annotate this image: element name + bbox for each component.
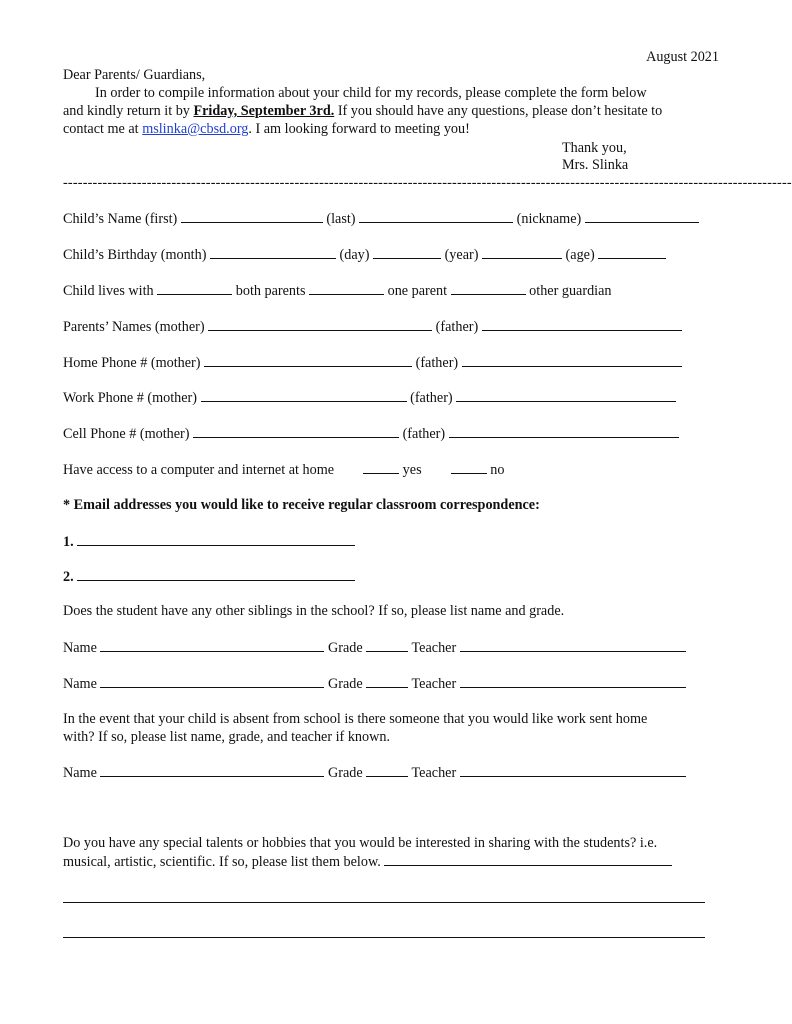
- label-father-name: (father): [435, 319, 479, 335]
- talents-field-inline[interactable]: [384, 852, 672, 866]
- label-absence-name: Name: [63, 765, 97, 781]
- birthday-year-field[interactable]: [482, 245, 562, 259]
- sibling-2-grade-field[interactable]: [366, 674, 408, 688]
- label-work-phone-father: (father): [410, 390, 453, 406]
- label-work-phone-mother: Work Phone # (mother): [63, 390, 198, 406]
- label-yes: yes: [402, 462, 422, 478]
- closing-thanks: Thank you,: [562, 140, 627, 156]
- cell-phone-mother-field[interactable]: [193, 424, 399, 438]
- work-phone-father-field[interactable]: [456, 388, 676, 402]
- row-work-phone: [63, 388, 676, 407]
- label-other-guardian: other guardian: [529, 283, 612, 299]
- label-birthday-day: (day): [339, 247, 370, 263]
- label-sibling-2-teacher: Teacher: [411, 676, 457, 692]
- email-section-heading: * Email addresses you would like to receive regular classroom correspondence:: [63, 497, 540, 513]
- cell-phone-father-field[interactable]: [449, 424, 679, 438]
- email-2-label: 2.: [63, 569, 74, 585]
- email-1-field[interactable]: [77, 532, 355, 546]
- letter-date: August 2021: [646, 49, 719, 65]
- both-parents-field[interactable]: [157, 281, 232, 295]
- row-birthday: [63, 245, 666, 264]
- computer-no-field[interactable]: [451, 460, 487, 474]
- intro-text-4: contact me at: [63, 121, 143, 137]
- label-sibling-1-grade: Grade: [327, 640, 363, 656]
- first-name-field[interactable]: [181, 209, 323, 223]
- mother-name-field[interactable]: [208, 317, 432, 331]
- label-sibling-1-name: Name: [63, 640, 97, 656]
- siblings-question: Does the student have any other siblings in the school? If so, please list name and grade.: [63, 603, 565, 619]
- label-age: (age): [565, 247, 595, 263]
- row-parents-names: [63, 317, 682, 336]
- work-phone-mother-field[interactable]: [201, 388, 407, 402]
- intro-text-2: and kindly return it by: [63, 103, 194, 119]
- absence-teacher-field[interactable]: [460, 763, 686, 777]
- birthday-day-field[interactable]: [373, 245, 441, 259]
- label-computer-access: Have access to a computer and internet at home: [63, 462, 335, 478]
- label-both-parents: both parents: [235, 283, 306, 299]
- return-deadline: Friday, September 3rd.: [193, 103, 335, 119]
- home-phone-mother-field[interactable]: [204, 353, 412, 367]
- sibling-1-teacher-field[interactable]: [460, 638, 686, 652]
- row-computer-access: [63, 460, 504, 479]
- label-absence-teacher: Teacher: [411, 765, 457, 781]
- separator-line: ----------------------------------------------------------------------------------------------------------------------------------------------------: [63, 175, 792, 191]
- label-home-phone-mother: Home Phone # (mother): [63, 355, 201, 371]
- absence-grade-field[interactable]: [366, 763, 408, 777]
- label-one-parent: one parent: [387, 283, 448, 299]
- sibling-row-2: [63, 674, 686, 693]
- intro-text-1: In order to compile information about your child for my records, please complete the form below: [95, 85, 647, 101]
- other-guardian-field[interactable]: [451, 281, 526, 295]
- row-home-phone: [63, 353, 682, 372]
- talents-question-line-2: [63, 852, 672, 871]
- computer-yes-field[interactable]: [363, 460, 399, 474]
- label-last-name: (last): [326, 211, 356, 227]
- sibling-row-1: [63, 638, 686, 657]
- teacher-email-link[interactable]: mslinka@cbsd.org: [142, 121, 249, 137]
- sibling-1-grade-field[interactable]: [366, 638, 408, 652]
- sibling-1-name-field[interactable]: [100, 638, 324, 652]
- label-home-phone-father: (father): [415, 355, 459, 371]
- age-field[interactable]: [598, 245, 666, 259]
- label-nickname: (nickname): [516, 211, 582, 227]
- home-phone-father-field[interactable]: [462, 353, 682, 367]
- label-sibling-1-teacher: Teacher: [411, 640, 457, 656]
- talents-answer-line-2[interactable]: [63, 937, 705, 938]
- email-row-2: [63, 567, 355, 586]
- email-2-field[interactable]: [77, 567, 355, 581]
- intro-line-2: [63, 102, 662, 120]
- intro-text-3: If you should have any questions, please don’t hesitate to: [334, 103, 663, 119]
- row-child-name: [63, 209, 699, 228]
- label-mother-name: Parents’ Names (mother): [63, 319, 205, 335]
- father-name-field[interactable]: [482, 317, 682, 331]
- label-no: no: [490, 462, 505, 478]
- email-row-1: [63, 532, 355, 551]
- talents-question-text: musical, artistic, scientific. If so, please list them below.: [63, 854, 381, 870]
- label-cell-phone-father: (father): [402, 426, 446, 442]
- row-cell-phone: [63, 424, 679, 443]
- absence-contact-row: [63, 763, 686, 782]
- talents-question-line-1: Do you have any special talents or hobbies that you would be interested in sharing with the students? i.e.: [63, 835, 658, 851]
- intro-line-1: [95, 84, 647, 102]
- last-name-field[interactable]: [359, 209, 513, 223]
- row-lives-with: [63, 281, 612, 300]
- absence-question-line-1: In the event that your child is absent from school is there someone that you would like work sent home: [63, 711, 648, 727]
- intro-text-5: . I am looking forward to meeting you!: [248, 121, 470, 137]
- absence-question-line-2: with? If so, please list name, grade, and teacher if known.: [63, 729, 390, 745]
- sibling-2-teacher-field[interactable]: [460, 674, 686, 688]
- talents-answer-line-1[interactable]: [63, 902, 705, 903]
- email-1-label: 1.: [63, 534, 74, 550]
- nickname-field[interactable]: [585, 209, 699, 223]
- absence-name-field[interactable]: [100, 763, 324, 777]
- sibling-2-name-field[interactable]: [100, 674, 324, 688]
- intro-line-3: [63, 120, 470, 138]
- label-sibling-2-grade: Grade: [327, 676, 363, 692]
- label-first-name: Child’s Name (first): [63, 211, 178, 227]
- one-parent-field[interactable]: [309, 281, 384, 295]
- label-cell-phone-mother: Cell Phone # (mother): [63, 426, 190, 442]
- birthday-month-field[interactable]: [210, 245, 336, 259]
- salutation: Dear Parents/ Guardians,: [63, 67, 206, 83]
- closing-signature: Mrs. Slinka: [562, 157, 629, 173]
- label-lives-with: Child lives with: [63, 283, 154, 299]
- label-birthday-year: (year): [444, 247, 479, 263]
- label-sibling-2-name: Name: [63, 676, 97, 692]
- label-absence-grade: Grade: [327, 765, 363, 781]
- label-birthday-month: Child’s Birthday (month): [63, 247, 207, 263]
